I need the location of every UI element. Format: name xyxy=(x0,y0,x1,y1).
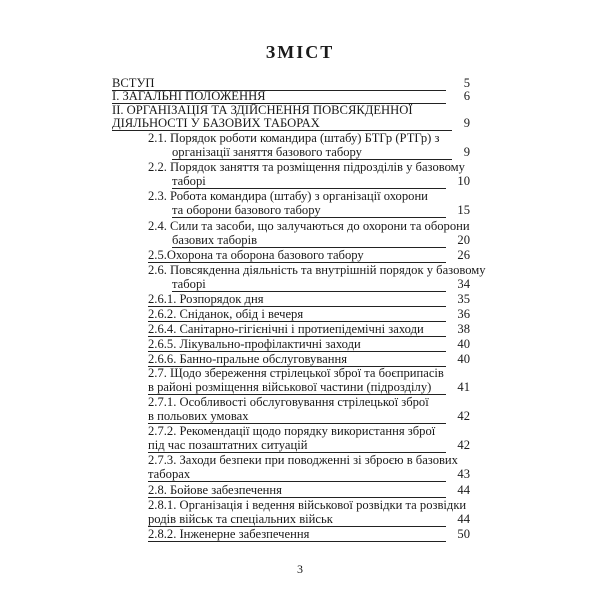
toc-entry-text: ДІЯЛЬНОСТІ У БАЗОВИХ ТАБОРАХ xyxy=(112,116,452,131)
toc-entry-text: 2.3. Робота командира (штабу) з організації охорони xyxy=(148,189,428,203)
toc-entry-text: 2.7.2. Рекомендації щодо порядку використання зброї xyxy=(148,424,436,438)
toc-page-number: 42 xyxy=(457,438,470,452)
toc-page-number: 50 xyxy=(457,527,470,541)
toc-page-number: 10 xyxy=(457,174,470,188)
toc-entry-text: ІІ. ОРГАНІЗАЦІЯ ТА ЗДІЙСНЕННЯ ПОВСЯКДЕННОЇ xyxy=(112,103,413,117)
toc-entry-text: 2.8.1. Організація і ведення військової розвідки та розвідки xyxy=(148,498,467,512)
toc-entry-text: 2.7.1. Особливості обслуговування стрілецької зброї xyxy=(148,395,429,409)
toc-page-number: 9 xyxy=(463,145,470,159)
page-title: ЗМІСТ xyxy=(265,42,335,62)
toc-entry-text: та оборони базового табору xyxy=(172,203,446,218)
toc-entry-text: під час позаштатних ситуацій xyxy=(148,438,446,453)
toc-entry-text: 2.8. Бойове забезпечення xyxy=(148,483,446,498)
toc-entry-text: базових таборів xyxy=(172,233,446,248)
toc-entry-text: в районі розміщення військової частини (підрозділу) xyxy=(148,380,446,395)
toc-entry-text: 2.6.4. Санітарно-гігієнічні і протиепідемічні заходи xyxy=(148,322,446,337)
toc-page-number: 5 xyxy=(463,76,470,90)
toc-entry-text: 2.4. Сили та засоби, що залучаються до охорони та оборони xyxy=(148,219,470,233)
toc-page-number: 42 xyxy=(457,409,470,423)
toc-page-number: 36 xyxy=(457,307,470,321)
toc-entry-text: 2.6.2. Сніданок, обід і вечеря xyxy=(148,307,446,322)
toc-entry-text: 2.6.1. Розпорядок дня xyxy=(148,292,446,307)
toc-entry-text: ВСТУП xyxy=(112,76,446,91)
toc-entry-text: 2.5.Охорона та оборона базового табору xyxy=(148,248,446,263)
toc-entry-text: 2.7.3. Заходи безпеки при поводженні зі зброєю в базових xyxy=(148,453,458,467)
toc-page-number: 38 xyxy=(457,322,470,336)
toc-page-number: 9 xyxy=(463,116,470,130)
toc-page-number: 35 xyxy=(457,292,470,306)
toc-page-number: 26 xyxy=(457,248,470,262)
toc-page-number: 44 xyxy=(457,512,470,526)
toc-entry-text: таборі xyxy=(172,277,446,292)
toc-entry-text: 2.1. Порядок роботи командира (штабу) БТГр (РТГр) з xyxy=(148,131,440,145)
toc-page-number: 43 xyxy=(457,467,470,481)
toc-entry-text: 2.2. Порядок заняття та розміщення підрозділів у базовому xyxy=(148,160,465,174)
toc-entry-text: таборах xyxy=(148,467,446,482)
toc-entry-text: таборі xyxy=(172,174,446,189)
toc-entry-text: організації заняття базового табору xyxy=(172,145,452,160)
toc-entry-text: 2.8.2. Інженерне забезпечення xyxy=(148,527,446,542)
toc-entry-text: 2.6.5. Лікувально-профілактичні заходи xyxy=(148,337,446,352)
toc-entry-text: І. ЗАГАЛЬНІ ПОЛОЖЕННЯ xyxy=(112,89,446,104)
toc-page-number: 40 xyxy=(457,352,470,366)
toc-entry-text: 2.6.6. Банно-пральне обслуговування xyxy=(148,352,446,367)
toc-page-number: 6 xyxy=(463,89,470,103)
toc-entry-text: родів військ та спеціальних військ xyxy=(148,512,446,527)
toc-entry-text: 2.6. Повсякденна діяльність та внутрішній порядок у базовому xyxy=(148,263,486,277)
toc-entry-text: 2.7. Щодо збереження стрілецької зброї та боєприпасів xyxy=(148,366,444,380)
toc-page-number: 34 xyxy=(457,277,470,291)
toc-page-number: 41 xyxy=(457,380,470,394)
toc-page-number: 44 xyxy=(457,483,470,497)
toc-page-number: 40 xyxy=(457,337,470,351)
toc-entry-text: в польових умовах xyxy=(148,409,446,424)
page-number: 3 xyxy=(297,562,303,576)
toc-page-number: 15 xyxy=(457,203,470,217)
toc-page-number: 20 xyxy=(457,233,470,247)
